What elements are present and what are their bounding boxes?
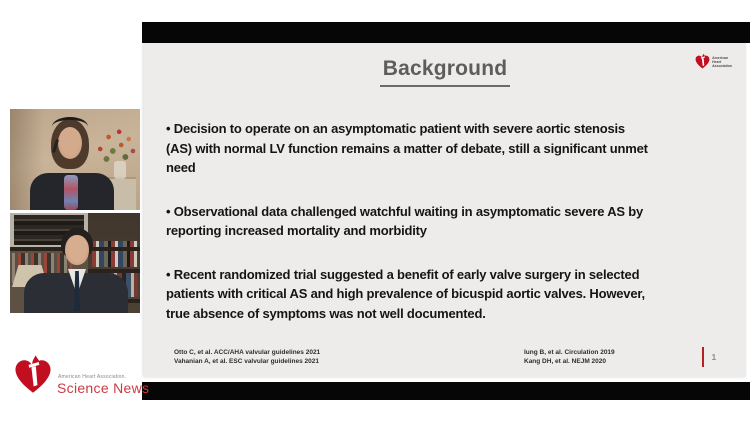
citation-line: Iung B, et al. Circulation 2019 <box>524 349 615 356</box>
bullet-line: true absence of symptoms was not well documented. <box>166 305 486 321</box>
speaker-face <box>65 235 89 265</box>
aha-heart-torch-icon <box>14 354 52 396</box>
citations-left <box>174 349 320 366</box>
footer-org-text: American Heart Association. <box>58 374 127 380</box>
citation-line: Otto C, et al. ACC/AHA valvular guidelines 2021 <box>174 349 321 356</box>
bullet-line: patients with critical AS and high prevalence of bicuspid aortic valves. However, <box>166 286 645 301</box>
bullet-line: • Decision to operate on an asymptomatic patient with severe aortic stenosis <box>166 121 625 136</box>
bullet-item <box>166 202 738 241</box>
top-letterbox-bar <box>142 22 750 43</box>
bullet-line: need <box>166 160 196 175</box>
logo-line: American <box>712 56 729 60</box>
citations-right <box>524 349 615 366</box>
page-number-area <box>702 346 716 368</box>
speaker-video-bottom <box>10 213 140 313</box>
headset <box>52 117 88 136</box>
footer-science-news-text: Science News <box>57 380 150 396</box>
logo-line: Association <box>712 63 732 68</box>
bullet-line: reporting increased mortality and morbidity <box>166 223 427 238</box>
slide-bullets <box>166 119 738 347</box>
flower-bouquet <box>96 127 138 167</box>
book-spines-row <box>92 241 138 267</box>
bullet-item <box>166 265 738 324</box>
citation-line: Kang DH, et al. NEJM 2020 <box>524 357 606 365</box>
logo-line: Heart <box>712 59 722 64</box>
page-number: 1 <box>711 352 717 362</box>
slide-title <box>144 57 746 87</box>
presentation-slide <box>144 43 746 377</box>
page-number-divider <box>702 347 704 367</box>
aha-science-news-logo <box>12 352 150 400</box>
speaker-video-top <box>10 109 140 210</box>
bullet-item <box>166 119 738 178</box>
bottom-letterbox-bar <box>142 382 750 400</box>
speaker-scarf <box>64 175 78 210</box>
bullet-line: • Recent randomized trial suggested a benefit of early valve surgery in selected <box>166 266 640 282</box>
slide-title-text: Background <box>380 57 511 87</box>
bullet-line: • Observational data challenged watchful waiting in asymptomatic severe AS by <box>166 203 644 219</box>
bullet-line: (AS) with normal LV function remains a matter of debate, still a significant unmet <box>166 140 648 156</box>
citation-line: Vahanian A, et al. ESC valvular guidelines 2021 <box>174 357 319 365</box>
